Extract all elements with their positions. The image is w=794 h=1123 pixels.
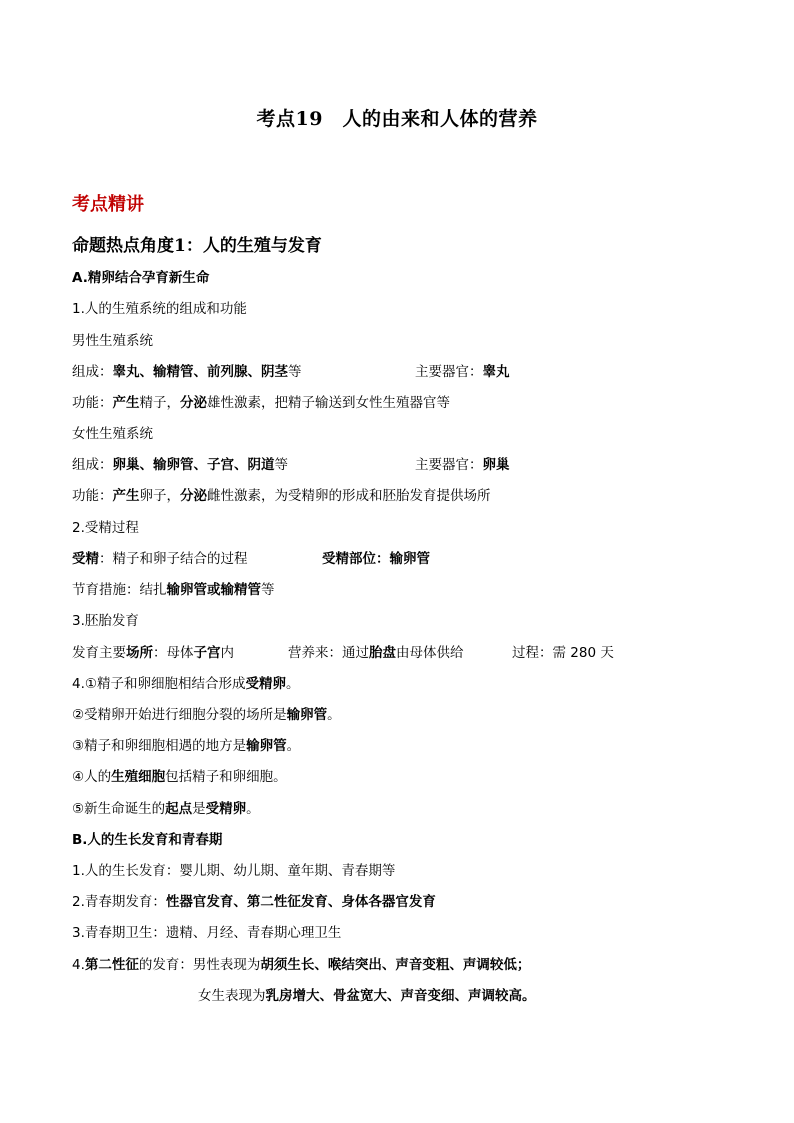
female-comp-suffix: 等: [274, 457, 288, 473]
male-system-label: 男性生殖系统: [72, 333, 153, 349]
male-main-organ: [415, 363, 510, 381]
fert-text: ：精子和卵子结合的过程: [99, 551, 248, 567]
fact-1-post: 。: [285, 676, 300, 692]
male-func-text1: 精子，: [139, 395, 180, 411]
fact-3-bold: 输卵管: [246, 738, 287, 754]
male-func-prefix: 功能：: [72, 395, 113, 411]
fact-1: [72, 675, 299, 693]
embryo-p2b: 胎盘: [369, 645, 396, 661]
fact-1-pre: 4.①精子和卵细胞相结合形成: [72, 676, 246, 692]
part-b-item-4: [72, 956, 530, 974]
male-main-value: 睾丸: [482, 364, 510, 380]
fertilization-line: [72, 550, 248, 568]
embryo-p1: 发育主要: [72, 645, 126, 661]
fact-3: [72, 737, 300, 755]
embryo-p1d: 子宫: [193, 645, 221, 661]
male-func-bold2: 分泌: [180, 395, 207, 411]
part-b-item-2: [72, 893, 436, 911]
embryo-p1b: 场所: [126, 645, 153, 661]
fact-3-pre: ③精子和卵细胞相遇的地方是: [72, 738, 247, 754]
female-comp-prefix: 组成：: [72, 457, 113, 473]
page-title: 考点19 人的由来和人体的营养: [256, 108, 538, 130]
fact-2-pre: ②受精卵开始进行细胞分裂的场所是: [72, 707, 287, 723]
fert-site-value: 输卵管: [389, 551, 430, 567]
fact-2: [72, 706, 341, 724]
female-main-organ: [415, 456, 510, 474]
fact-5-pre: ⑤新生命诞生的: [72, 801, 166, 817]
part-b-item-3: 3.青春期卫生：遗精、月经、青春期心理卫生: [72, 925, 342, 941]
b-item4-f-pre: 女生表现为: [198, 988, 266, 1004]
female-comp-value: 卵巢、输卵管、子宫、阴道: [112, 457, 275, 473]
part-b-heading: B.人的生长发育和青春期: [72, 832, 223, 848]
birth-prefix: 节育措施：结扎: [72, 582, 167, 598]
item-1: 1.人的生殖系统的组成和功能: [72, 301, 247, 317]
b-item2-pre: 2.青春期发育：: [72, 894, 166, 910]
part-b-item-1: 1.人的生长发育：婴儿期、幼儿期、童年期、青春期等: [72, 863, 396, 879]
fact-5-mid: 是: [192, 801, 206, 817]
fact-4-post: 包括精子和卵细胞。: [165, 769, 287, 785]
female-system-label: 女性生殖系统: [72, 426, 153, 442]
item-3: 3.胚胎发育: [72, 613, 139, 629]
embryo-duration: 过程：需 280 天: [512, 645, 614, 661]
female-function: [72, 487, 491, 505]
b-item2-bold: 性器官发育、第二性征发育、身体各器官发育: [165, 894, 436, 910]
female-main-prefix: 主要器官：: [415, 457, 483, 473]
b-item4-bold: 第二性征: [84, 957, 139, 973]
birth-suffix: 等: [261, 582, 275, 598]
part-a-heading: A.精卵结合孕育新生命: [72, 270, 210, 286]
birth-control-line: [72, 581, 275, 599]
fert-label: 受精: [72, 551, 99, 567]
fact-4-pre: ④人的: [72, 769, 112, 785]
male-comp-value: 睾丸、输精管、前列腺、阴茎: [112, 364, 288, 380]
female-func-text2: 雌性激素，为受精卵的形成和胚胎发育提供场所: [207, 488, 491, 504]
fert-site-label: 受精部位：: [322, 551, 390, 567]
fact-5-bold: 起点: [165, 801, 193, 817]
male-function: [72, 394, 450, 412]
fact-5-post: 。: [246, 801, 260, 817]
embryo-nutrition: [288, 644, 464, 662]
embryo-p1c: ：母体: [153, 645, 194, 661]
section-heading: 考点精讲: [72, 194, 144, 215]
subheading: 命题热点角度1：人的生殖与发育: [72, 236, 322, 256]
embryo-site: [72, 644, 234, 662]
embryo-p2c: 由母体供给: [396, 645, 464, 661]
b-item4-male: 胡须生长、喉结突出、声音变粗、声调较低；: [260, 957, 531, 973]
male-comp-suffix: 等: [288, 364, 302, 380]
embryo-p2: 营养来：通过: [288, 645, 369, 661]
female-func-text1: 卵子，: [139, 488, 180, 504]
b-item4-pre: 4.: [72, 957, 85, 973]
fact-2-post: 。: [327, 707, 341, 723]
fact-5: [72, 800, 260, 818]
fertilization-site: [322, 550, 430, 568]
part-b-item-4-female: [198, 987, 536, 1005]
fact-4: [72, 768, 287, 786]
male-composition: [72, 363, 302, 381]
fact-4-bold: 生殖细胞: [111, 769, 166, 785]
fact-5-bold2: 受精卵: [205, 801, 247, 817]
female-func-prefix: 功能：: [72, 488, 113, 504]
fact-1-bold: 受精卵: [245, 676, 286, 692]
female-main-value: 卵巢: [482, 457, 510, 473]
fact-3-post: 。: [286, 738, 301, 754]
male-func-text2: 雄性激素，把精子输送到女性生殖器官等: [207, 395, 450, 411]
fact-2-bold: 输卵管: [286, 707, 328, 723]
male-main-prefix: 主要器官：: [415, 364, 483, 380]
embryo-p1e: 内: [220, 645, 234, 661]
male-func-bold1: 产生: [112, 395, 140, 411]
item-2: 2.受精过程: [72, 520, 139, 536]
male-comp-prefix: 组成：: [72, 364, 113, 380]
b-item4-female: 乳房增大、骨盆宽大、声音变细、声调较高。: [265, 988, 536, 1004]
birth-value: 输卵管或输精管: [166, 582, 261, 598]
female-func-bold1: 产生: [112, 488, 140, 504]
b-item4-mid: 的发育：男性表现为: [138, 957, 261, 973]
female-func-bold2: 分泌: [180, 488, 207, 504]
female-composition: [72, 456, 288, 474]
